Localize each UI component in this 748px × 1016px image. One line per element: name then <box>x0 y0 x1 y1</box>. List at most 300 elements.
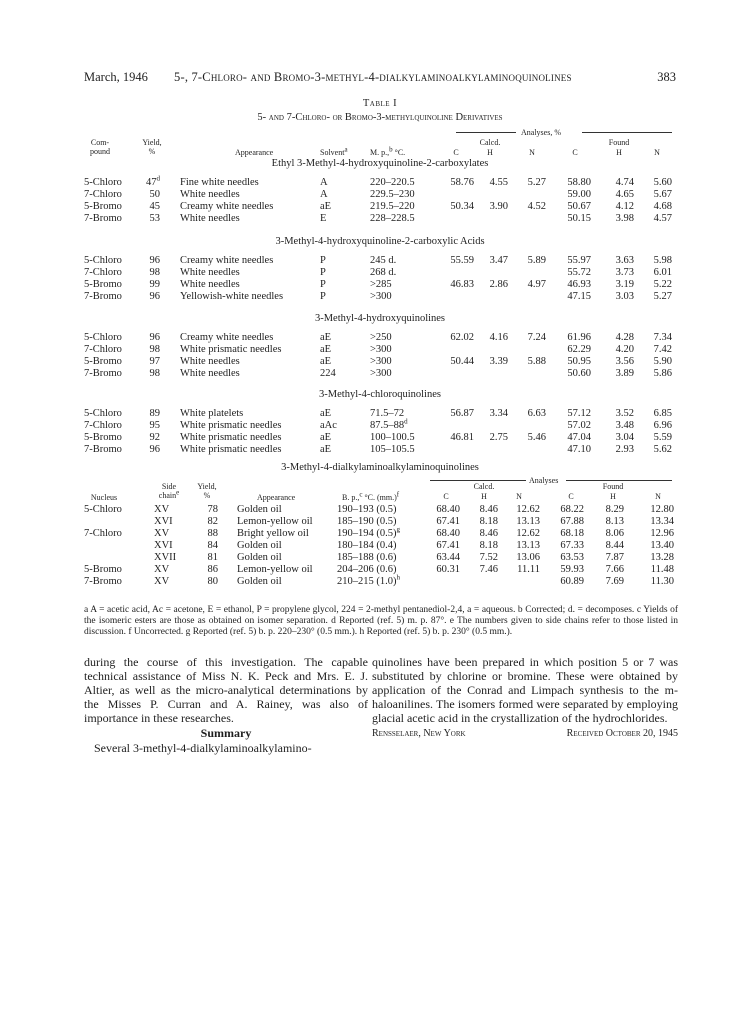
table-cell-text: Golden oil <box>237 576 282 587</box>
table-cell-text: 3.52 <box>615 408 634 419</box>
table-cell <box>370 189 440 201</box>
table-cell <box>555 255 591 267</box>
table-cell-text: 57.02 <box>567 420 591 431</box>
table-cell-text: 5.90 <box>653 356 672 367</box>
col2-bp-sup: c <box>359 490 363 499</box>
table-cell <box>502 564 540 576</box>
table-cell <box>474 279 508 291</box>
table-cell-text: 8.46 <box>479 504 498 515</box>
table-cell <box>320 344 360 356</box>
table-cell <box>84 291 144 303</box>
table-cell-text: 4.74 <box>615 177 634 188</box>
table-cell-text: 11.48 <box>650 564 674 575</box>
table-cell-text: 5-Bromo <box>84 201 122 212</box>
table-cell-text: 7.87 <box>605 552 624 563</box>
table-cell-text: 2.75 <box>489 432 508 443</box>
col2-found-c: C <box>568 492 574 501</box>
table-cell-text: Creamy white needles <box>180 332 274 343</box>
table-cell <box>370 267 440 279</box>
table-cell-text: XV <box>154 576 170 587</box>
table-cell-text: Yellowish-white needles <box>180 291 284 302</box>
table-cell-text: XVI <box>154 516 173 527</box>
running-header <box>84 70 676 86</box>
table-cell <box>592 516 624 528</box>
table-cell <box>600 279 634 291</box>
summary-paragraph: quinolines have been prepared in which position 5 or 7 was substituted by chlorine or bromine. These were obtained by application of the Conrad and Limpach synthesis to the m-haloanilines. The isomers formed were separated by employing glacial acetic acid in the crystallization of the hydrochlorides. <box>372 655 678 725</box>
table-cell-text: 3.48 <box>615 420 634 431</box>
table-cell <box>370 177 440 189</box>
table-cell <box>237 528 337 540</box>
table-cell <box>320 255 360 267</box>
table-cell-text: 5.60 <box>653 177 672 188</box>
table-cell-text: 6.01 <box>653 267 672 278</box>
table-cell <box>320 201 360 213</box>
table-cell-text: 5-Chloro <box>84 177 122 188</box>
table-cell-text: 62.29 <box>567 344 591 355</box>
table-cell <box>600 408 634 420</box>
table-cell-text: >300 <box>370 344 392 355</box>
analyses2-rule-right <box>566 480 672 481</box>
table-cell <box>154 564 188 576</box>
table-cell <box>555 344 591 356</box>
table-cell <box>600 213 634 225</box>
table-cell-text: 58.80 <box>567 177 591 188</box>
table-cell-text: 3.04 <box>615 432 634 443</box>
table-cell-text: 7-Chloro <box>84 267 122 278</box>
table-cell <box>438 332 474 344</box>
table-cell <box>555 213 591 225</box>
table-cell-text: White platelets <box>180 408 244 419</box>
col-appearance: Appearance <box>235 148 274 157</box>
table-cell <box>136 432 160 444</box>
bp-footnote-sup: g <box>396 525 400 534</box>
table-cell-text: 12.96 <box>650 528 674 539</box>
table-cell-text: 8.46 <box>479 528 498 539</box>
table-cell-text: 13.34 <box>650 516 674 527</box>
table-cell-text: 180–184 (0.4) <box>337 540 397 551</box>
table-cell <box>370 368 440 380</box>
table-cell <box>638 432 672 444</box>
table-cell-text: 53 <box>149 213 160 224</box>
table-cell <box>592 552 624 564</box>
table-cell-text: 5.88 <box>527 356 546 367</box>
table-cell <box>555 201 591 213</box>
col2-calcd: Calcd. <box>473 482 495 491</box>
table-cell-text: 5-Bromo <box>84 279 122 290</box>
table-cell <box>84 528 148 540</box>
col-solvent-text: Solvent <box>320 148 345 157</box>
table-cell <box>154 516 188 528</box>
table-cell-text: 7.34 <box>653 332 672 343</box>
table-cell-text: 7-Bromo <box>84 213 122 224</box>
table-cell <box>370 291 440 303</box>
table-cell-text: 45 <box>149 201 160 212</box>
table-cell <box>136 291 160 303</box>
col-mp <box>370 145 406 157</box>
table-cell <box>600 189 634 201</box>
table-cell-text: 7-Bromo <box>84 444 122 455</box>
table-cell-text: 5.27 <box>653 291 672 302</box>
table-row <box>0 279 748 291</box>
table-cell-text: 4.20 <box>615 344 634 355</box>
table-cell <box>337 516 425 528</box>
table-cell <box>426 540 460 552</box>
table-cell-text: P <box>320 267 326 278</box>
table-cell <box>548 516 584 528</box>
table-cell <box>84 356 144 368</box>
yield-footnote-sup: d <box>156 174 160 183</box>
table-cell-text: White prismatic needles <box>180 420 282 431</box>
table-cell-text: 229.5–230 <box>370 189 415 200</box>
table-cell-text: 5-Bromo <box>84 356 122 367</box>
table-cell <box>555 279 591 291</box>
table-cell-text: 5.46 <box>527 432 546 443</box>
table-cell-text: A <box>320 177 328 188</box>
table-cell-text: >300 <box>370 356 392 367</box>
table-cell <box>636 564 674 576</box>
table-cell <box>600 420 634 432</box>
table-cell <box>636 540 674 552</box>
table-cell-text: 58.76 <box>450 177 474 188</box>
table-cell <box>592 540 624 552</box>
analyses2-label: Analyses <box>529 476 559 485</box>
table-cell-text: 5.89 <box>527 255 546 266</box>
table-cell <box>638 291 672 303</box>
table-cell-text: P <box>320 291 326 302</box>
table-cell <box>438 356 474 368</box>
table-cell-text: 47 <box>146 177 157 188</box>
table-cell <box>512 255 546 267</box>
table-cell <box>237 540 337 552</box>
table-cell <box>555 189 591 201</box>
col-found-h: H <box>616 148 622 157</box>
table-cell-text: 50.95 <box>567 356 591 367</box>
table-cell <box>474 201 508 213</box>
table-cell-text: 63.44 <box>436 552 460 563</box>
mp-footnote-sup: d <box>404 417 408 426</box>
table-cell-text: 96 <box>149 444 160 455</box>
table-cell-text: 3.34 <box>489 408 508 419</box>
table-cell-text: 2.86 <box>489 279 508 290</box>
table-cell-text: 100–100.5 <box>370 432 415 443</box>
table-row <box>0 174 748 189</box>
table-cell-text: aE <box>320 201 332 212</box>
table-cell <box>555 432 591 444</box>
table-cell-text: P <box>320 255 326 266</box>
table-cell <box>555 408 591 420</box>
table-cell <box>337 540 425 552</box>
table-cell <box>636 528 674 540</box>
table-cell-text: White prismatic needles <box>180 444 282 455</box>
table-cell <box>638 267 672 279</box>
table-row <box>0 564 748 576</box>
table-cell-text: >300 <box>370 291 392 302</box>
table-cell <box>180 332 320 344</box>
table-cell <box>548 540 584 552</box>
table-cell <box>636 516 674 528</box>
table-cell <box>370 432 440 444</box>
table-cell-text: 63.53 <box>560 552 584 563</box>
table-cell <box>320 189 360 201</box>
table-cell <box>154 528 188 540</box>
table-cell <box>136 267 160 279</box>
table-cell <box>512 279 546 291</box>
col2-calcd-n: N <box>516 492 522 501</box>
table-cell-text: XVI <box>154 540 173 551</box>
table-cell <box>466 516 498 528</box>
table-cell-text: 7-Chloro <box>84 189 122 200</box>
table-cell <box>512 332 546 344</box>
table-cell-text: White needles <box>180 279 240 290</box>
table-cell <box>426 516 460 528</box>
table-cell <box>370 201 440 213</box>
table-cell <box>426 552 460 564</box>
table-cell <box>320 368 360 380</box>
table-cell-text: 96 <box>149 291 160 302</box>
table-cell-text: 5-Chloro <box>84 332 122 343</box>
table-cell <box>84 368 144 380</box>
table-cell <box>180 291 320 303</box>
table-cell-text: 50 <box>149 189 160 200</box>
table-cell-text: A <box>320 189 328 200</box>
table-cell-text: 55.97 <box>567 255 591 266</box>
table-cell <box>180 201 320 213</box>
col2-nucleus: Nucleus <box>90 493 118 502</box>
table-cell-text: 3.19 <box>615 279 634 290</box>
table-cell-text: 7.66 <box>605 564 624 575</box>
table-title: 5- and 7-Chloro- or Bromo-3-methylquinoline Derivatives <box>257 112 503 123</box>
table-cell <box>638 255 672 267</box>
header-title: 5-, 7-Chloro- and Bromo-3-methyl-4-dialkylaminoalkylaminoquinolines <box>174 70 572 84</box>
table-cell-text: 59.00 <box>567 189 591 200</box>
table-cell <box>636 576 674 588</box>
table-cell-text: 81 <box>207 552 218 563</box>
table-cell <box>638 177 672 189</box>
table-cell-text: 47.15 <box>567 291 591 302</box>
table-cell-text: 50.67 <box>567 201 591 212</box>
table-cell <box>548 576 584 588</box>
table-cell-text: 185–188 (0.6) <box>337 552 397 563</box>
section-title: 3-Methyl-4-chloroquinolines <box>319 389 441 400</box>
table-cell <box>502 516 540 528</box>
table-cell <box>237 552 337 564</box>
table-cell-text: 95 <box>149 420 160 431</box>
table-cell-text: 5.62 <box>653 444 672 455</box>
table-cell <box>474 255 508 267</box>
table-cell <box>638 344 672 356</box>
table-cell-text: 98 <box>149 344 160 355</box>
table-cell-text: 47.10 <box>567 444 591 455</box>
table-cell-text: 98 <box>149 368 160 379</box>
table-cell-text: 3.98 <box>615 213 634 224</box>
table-cell <box>84 177 144 189</box>
table-cell <box>502 552 540 564</box>
table-cell <box>370 213 440 225</box>
table-row <box>0 504 748 516</box>
col2-calcd-c: C <box>443 492 449 501</box>
table-cell <box>84 576 148 588</box>
table-row <box>0 356 748 368</box>
table-cell-text: 219.5–220 <box>370 201 415 212</box>
table-cell-text: 13.40 <box>650 540 674 551</box>
analyses-label <box>521 128 561 137</box>
table-cell <box>466 528 498 540</box>
table-cell <box>370 279 440 291</box>
table-cell <box>502 540 540 552</box>
table-cell <box>638 279 672 291</box>
col2-bp-text: B. p., <box>342 493 360 502</box>
table-cell <box>320 291 360 303</box>
table-cell-text: 67.33 <box>560 540 584 551</box>
table-cell <box>502 528 540 540</box>
table-cell-text: 8.29 <box>605 504 624 515</box>
col2-side-sup: e <box>176 488 180 497</box>
table-cell-text: 8.06 <box>605 528 624 539</box>
table-cell <box>337 564 425 576</box>
table-cell <box>555 332 591 344</box>
table-cell <box>180 177 320 189</box>
table-cell <box>337 573 425 588</box>
table-cell-text: 105–105.5 <box>370 444 415 455</box>
analyses2-rule-left <box>430 480 526 481</box>
col-calcd-h: H <box>487 148 493 157</box>
table-cell <box>320 267 360 279</box>
table-cell-text: 7-Chloro <box>84 420 122 431</box>
table-cell <box>84 444 144 456</box>
table-cell-text: 50.34 <box>450 201 474 212</box>
table-number: Table I <box>362 98 398 109</box>
table-row <box>0 417 748 432</box>
table-cell <box>638 408 672 420</box>
table-cell <box>600 255 634 267</box>
table-cell-text: 5.86 <box>653 368 672 379</box>
table-cell-text: 78 <box>207 504 218 515</box>
table-cell <box>638 444 672 456</box>
col-found-c: C <box>572 148 578 157</box>
table-cell-text: 7-Chloro <box>84 528 122 539</box>
table-cell-text: 7-Chloro <box>84 344 122 355</box>
table-cell-text: White needles <box>180 368 240 379</box>
table-cell-text: 50.60 <box>567 368 591 379</box>
table-cell <box>136 356 160 368</box>
table-cell-text: Fine white needles <box>180 177 259 188</box>
table-cell <box>555 420 591 432</box>
table-cell-text: Creamy white needles <box>180 255 274 266</box>
table-cell <box>237 504 337 516</box>
table-cell-text: 67.41 <box>436 540 460 551</box>
table-cell-text: 4.52 <box>527 201 546 212</box>
table-cell-text: 4.68 <box>653 201 672 212</box>
table-cell <box>548 564 584 576</box>
table-cell-text: White prismatic needles <box>180 344 282 355</box>
table-cell-text: 47.04 <box>567 432 591 443</box>
table-cell-text: 89 <box>149 408 160 419</box>
table-cell-text: 84 <box>207 540 218 551</box>
table-cell <box>438 432 474 444</box>
table-cell <box>196 576 218 588</box>
col-mp-text: M. p., <box>370 148 390 157</box>
table-cell-text: 97 <box>149 356 160 367</box>
table-cell-text: 5-Chloro <box>84 504 122 515</box>
table-cell <box>320 213 360 225</box>
col2-calcd-h: H <box>481 492 487 501</box>
table-cell-text: >300 <box>370 368 392 379</box>
col-mp-unit: °C. <box>394 148 406 157</box>
table-cell-text: P <box>320 279 326 290</box>
col2-found: Found <box>602 482 624 491</box>
table-cell <box>84 408 144 420</box>
byline-received: Received October 20, 1945 <box>566 728 678 739</box>
table-cell <box>196 540 218 552</box>
col2-bp <box>342 490 400 502</box>
table-cell <box>638 356 672 368</box>
section-title: 3-Methyl-4-hydroxyquinolines <box>314 313 446 324</box>
table-cell <box>466 552 498 564</box>
table-cell-text: >285 <box>370 279 392 290</box>
table-cell-text: 7-Bromo <box>84 576 122 587</box>
table-cell-text: 96 <box>149 332 160 343</box>
col2-side-text: Side chain <box>158 482 177 500</box>
table-cell-text: 8.44 <box>605 540 624 551</box>
table-cell <box>84 279 144 291</box>
table-cell <box>466 504 498 516</box>
table-cell <box>180 189 320 201</box>
col-calcd-n: N <box>529 148 535 157</box>
table-cell <box>592 564 624 576</box>
table-cell-text: 6.63 <box>527 408 546 419</box>
table-cell <box>136 420 160 432</box>
table-cell <box>474 356 508 368</box>
table-cell-text: 7.52 <box>479 552 498 563</box>
table-cell-text: aAc <box>320 420 337 431</box>
summary-start: Several 3-methyl-4-dialkylaminoalkylamino- <box>94 741 312 755</box>
table-cell-text: 60.89 <box>560 576 584 587</box>
table-row <box>0 255 748 267</box>
table-cell <box>474 432 508 444</box>
table-cell <box>136 279 160 291</box>
table-cell-text: 3.03 <box>615 291 634 302</box>
table-row <box>0 432 748 444</box>
table-cell <box>600 291 634 303</box>
table-cell <box>370 444 440 456</box>
table-cell-text: >250 <box>370 332 392 343</box>
table-cell-text: 4.55 <box>489 177 508 188</box>
table-row <box>0 540 748 552</box>
table-row <box>0 291 748 303</box>
table-cell-text: 4.16 <box>489 332 508 343</box>
col2-found-h: H <box>610 492 616 501</box>
table-cell <box>84 255 144 267</box>
table-row <box>0 344 748 356</box>
table-cell <box>600 267 634 279</box>
table-cell-text: 82 <box>207 516 218 527</box>
table-cell <box>638 213 672 225</box>
table-cell-text: 3.73 <box>615 267 634 278</box>
table-cell <box>180 267 320 279</box>
table-cell-text: 5-Bromo <box>84 564 122 575</box>
table-cell <box>337 552 425 564</box>
table-cell-text: 4.57 <box>653 213 672 224</box>
table-cell <box>196 504 218 516</box>
table-cell <box>84 213 144 225</box>
col2-bp-unit: °C. (mm.) <box>364 493 397 502</box>
table-cell <box>555 177 591 189</box>
table-cell <box>466 540 498 552</box>
table-cell-text: XVII <box>154 552 177 563</box>
table-cell-text: 46.83 <box>450 279 474 290</box>
table-cell-text: 99 <box>149 279 160 290</box>
table-row <box>0 267 748 279</box>
